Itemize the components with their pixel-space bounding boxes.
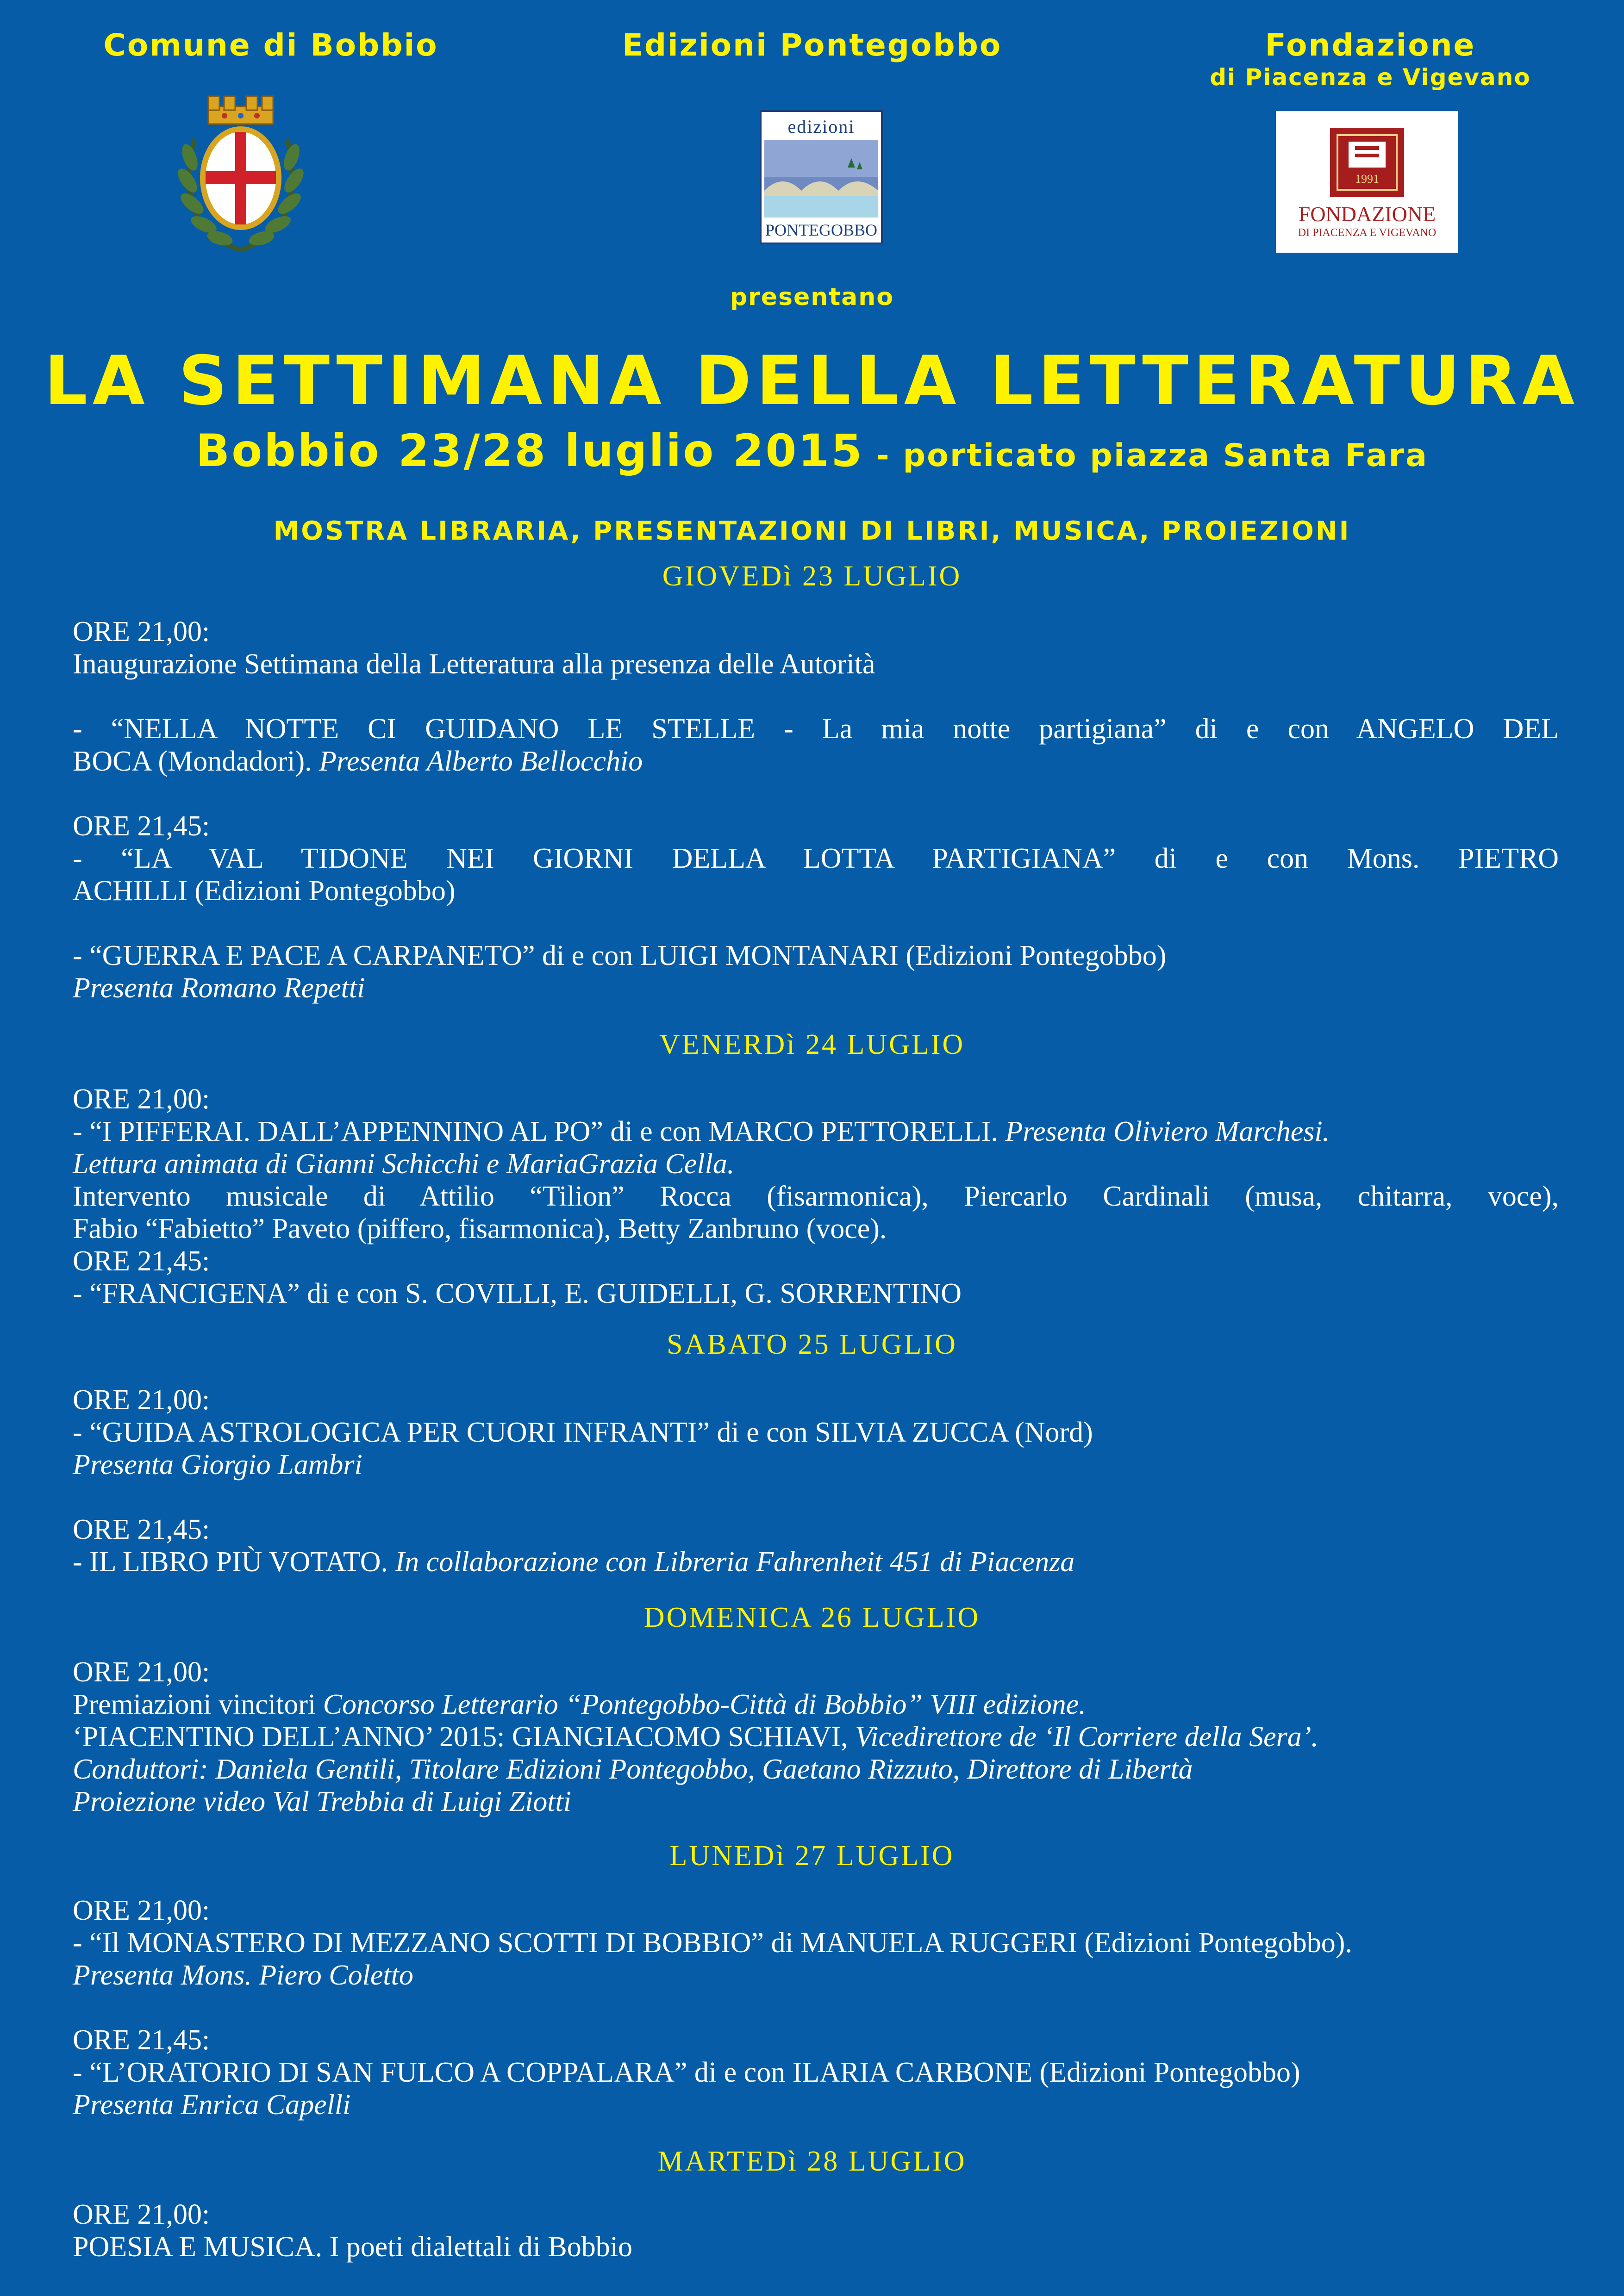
event-line: ACHILLI (Edizioni Pontegobbo) <box>73 875 456 907</box>
logo-edizioni-word: edizioni <box>787 116 855 137</box>
event-line: BOCA (Mondadori). Presenta Alberto Bellocchio <box>73 746 643 777</box>
subtitle-place: - porticato piazza Santa Fara <box>863 437 1428 474</box>
program-day-28 <box>73 2198 1559 2263</box>
event-line: Lettura animata di Gianni Schicchi e MariaGrazia Cella. <box>73 1148 735 1180</box>
day-heading-26: DOMENICA 26 LUGLIO <box>643 1602 981 1633</box>
fondazione-logo-subword: DI PIACENZA E VIGEVANO <box>1298 227 1437 239</box>
event-line: Proiezione video Val Trebbia di Luigi Ziotti <box>73 1786 571 1817</box>
fondazione-year: 1991 <box>1355 172 1379 186</box>
time-slot: ORE 21,00: <box>73 1656 210 1688</box>
event-line: Intervento musicale di Attilio “Tilion” Rocca (fisarmonica), Piercarlo Cardinali (musa, chitarra, voce), <box>73 1181 1559 1212</box>
subtitle-dates: Bobbio 23/28 luglio 2015 <box>196 425 864 477</box>
program-day-24 <box>73 1083 1559 1310</box>
org-comune-bobbio <box>69 27 472 64</box>
time-slot: ORE 21,00: <box>73 1083 210 1115</box>
time-slot: ORE 21,00: <box>73 2199 210 2230</box>
fondazione-logo-word: FONDAZIONE <box>1298 202 1436 226</box>
org-edizioni-pontegobbo <box>604 27 1020 64</box>
collaboration-text: In collaborazione con Libreria Fahrenheit 451 di Piacenza <box>395 1546 1075 1578</box>
event-line: - “LA VAL TIDONE NEI GIORNI DELLA LOTTA PARTIGIANA” di e con Mons. PIETRO <box>73 843 1559 874</box>
time-slot: ORE 21,45: <box>73 1514 210 1545</box>
org-fondazione-name: Fondazione <box>1265 27 1476 63</box>
org-comune-name: Comune di Bobbio <box>103 27 438 63</box>
event-line: - “Il MONASTERO DI MEZZANO SCOTTI DI BOBBIO” di MANUELA RUGGERI (Edizioni Pontegobbo). <box>73 1927 1352 1959</box>
event-line: - “GUIDA ASTROLOGICA PER CUORI INFRANTI” di e con SILVIA ZUCCA (Nord) <box>73 1417 1093 1448</box>
program-day-26 <box>73 1656 1559 1818</box>
comune-coat-of-arms-logo <box>176 88 306 259</box>
subtitle <box>0 425 1624 477</box>
fondazione-emblem-icon <box>1330 128 1404 197</box>
event-line: ‘PIACENTINO DELL’ANNO’ 2015: GIANGIACOMO SCHIAVI, Vicedirettore de ‘Il Corriere della Sera’. <box>73 1721 1318 1753</box>
event-line: - “I PIFFERAI. DALL’APPENNINO AL PO” di e con MARCO PETTORELLI. Presenta Oliviero Marchesi. <box>73 1116 1330 1147</box>
time-slot: ORE 21,00: <box>73 1384 210 1416</box>
presenter-text: Presenta Romano Repetti <box>73 972 365 1004</box>
event-line: Inaugurazione Settimana della Letteratura alla presenza delle Autorità <box>73 648 875 680</box>
presenter-text: Presenta Oliviero Marchesi. <box>1005 1116 1330 1147</box>
event-line: Conduttori: Daniela Gentili, Titolare Edizioni Pontegobbo, Gaetano Rizzuto, Direttore di Libertà <box>73 1754 1193 1785</box>
event-line: - “NELLA NOTTE CI GUIDANO LE STELLE - La mia notte partigiana” di e con ANGELO DEL <box>73 713 1559 745</box>
event-line: Premiazioni vincitori Concorso Letterario “Pontegobbo-Città di Bobbio” VIII edizione. <box>73 1689 1086 1720</box>
org-edizioni-name: Edizioni Pontegobbo <box>622 27 1002 63</box>
event-line: - “L’ORATORIO DI SAN FULCO A COPPALARA” di e con ILARIA CARBONE (Edizioni Pontegobbo) <box>73 2057 1300 2088</box>
program-day-23 <box>73 616 1559 1004</box>
presenter-text: Presenta Mons. Piero Coletto <box>73 1960 413 1991</box>
edizioni-pontegobbo-logo <box>760 110 883 244</box>
event-line: - “FRANCIGENA” di e con S. COVILLI, E. GUIDELLI, G. SORRENTINO <box>73 1278 962 1309</box>
time-slot: ORE 21,45: <box>73 2024 210 2056</box>
bridge-illustration-icon <box>764 140 878 218</box>
org-fondazione-subname: di Piacenza e Vigevano <box>1210 64 1531 91</box>
event-line: POESIA E MUSICA. I poeti dialettali di Bobbio <box>73 2231 632 2263</box>
time-slot: ORE 21,00: <box>73 616 210 647</box>
program-day-25 <box>73 1384 1559 1578</box>
day-heading-27: LUNEDì 27 LUGLIO <box>669 1840 955 1872</box>
presenter-text: Presenta Giorgio Lambri <box>73 1449 362 1481</box>
event-line: - “GUERRA E PACE A CARPANETO” di e con LUIGI MONTANARI (Edizioni Pontegobbo) <box>73 940 1167 971</box>
fondazione-logo <box>1276 111 1458 253</box>
presenter-text: Presenta Enrica Capelli <box>73 2089 351 2121</box>
presenter-text: Presenta Alberto Bellocchio <box>319 746 643 777</box>
event-line: Fabio “Fabietto” Paveto (piffero, fisarmonica), Betty Zanbruno (voce). <box>73 1213 887 1244</box>
event-line: - IL LIBRO PIÙ VOTATO. In collaborazione con Libreria Fahrenheit 451 di Piacenza <box>73 1546 1075 1578</box>
time-slot: ORE 21,00: <box>73 1895 210 1926</box>
day-heading-23: GIOVEDì 23 LUGLIO <box>662 560 962 592</box>
program-day-27 <box>73 1894 1559 2121</box>
logo-pontegobbo-word: PONTEGOBBO <box>765 221 877 239</box>
time-slot: ORE 21,45: <box>73 810 210 842</box>
day-heading-24: VENERDì 24 LUGLIO <box>659 1029 965 1060</box>
org-fondazione <box>1139 27 1602 91</box>
time-slot: ORE 21,45: <box>73 1245 210 1277</box>
tagline: MOSTRA LIBRARIA, PRESENTAZIONI DI LIBRI, MUSICA, PROIEZIONI <box>273 516 1351 546</box>
page-title: LA SETTIMANA DELLA LETTERATURA <box>44 342 1580 420</box>
presentano-label: presentano <box>730 283 894 311</box>
day-heading-25: SABATO 25 LUGLIO <box>667 1329 957 1360</box>
day-heading-28: MARTEDì 28 LUGLIO <box>657 2146 967 2177</box>
